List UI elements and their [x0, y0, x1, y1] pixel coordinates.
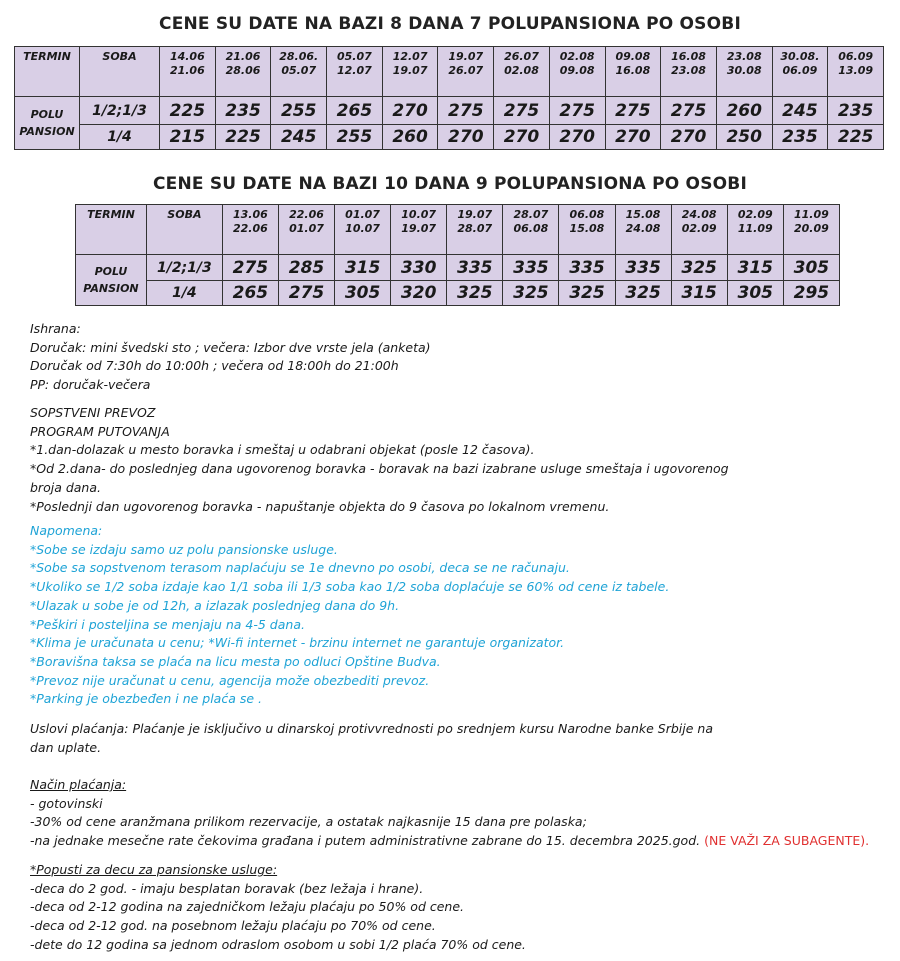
period-header [271, 47, 327, 97]
period-from: 22.06 [289, 208, 324, 221]
child-discounts [30, 861, 526, 955]
price-cell: 260 [716, 97, 772, 125]
period-header [727, 205, 783, 255]
period-to: 24.08 [625, 222, 661, 235]
price-cell: 315 [671, 281, 727, 306]
price-cell: 305 [727, 281, 783, 306]
price-cell: 270 [605, 125, 661, 150]
price-cell: 270 [494, 125, 550, 150]
price-cell: 325 [671, 255, 727, 281]
program-line: *Poslednji dan ugovorenog boravka - napuštanje objekta do 9 časova po lokalnom vremenu. [30, 498, 610, 514]
table1-row-2 [15, 125, 884, 150]
period-from: 13.06 [232, 208, 268, 221]
period-from: 10.07 [401, 208, 437, 221]
price-cell: 250 [716, 125, 772, 150]
program-section [30, 404, 729, 516]
period-to: 28.06 [225, 64, 261, 77]
period-from: 01.07 [345, 208, 380, 221]
table1-row-1 [15, 97, 884, 125]
period-header [661, 47, 717, 97]
price-cell: 285 [278, 255, 334, 281]
period-header [327, 47, 383, 97]
subagent-note: (NE VAŽI ZA SUBAGENTE) [704, 833, 866, 849]
note-line: *Klima je uračunata u cenu; *Wi-fi internet - brzinu internet ne garantuje organizator. [30, 635, 565, 651]
price-cell: 225 [160, 97, 216, 125]
price-cell: 270 [549, 125, 605, 150]
price-cell: 245 [271, 125, 327, 150]
price-cell: 320 [391, 281, 447, 306]
period-from: 26.07 [504, 50, 539, 63]
price-cell: 260 [382, 125, 438, 150]
termin-header: TERMIN [76, 205, 147, 255]
period-from: 24.08 [681, 208, 717, 221]
meal-line: PP: doručak-večera [30, 377, 151, 393]
period-from: 02.09 [737, 208, 773, 221]
room-type-cell: 1/2;1/3 [146, 255, 222, 281]
price-cell: 325 [559, 281, 615, 306]
period-to: 19.07 [401, 222, 437, 235]
soba-header: SOBA [80, 47, 160, 97]
price-cell: 225 [215, 125, 271, 150]
price-cell: 275 [661, 97, 717, 125]
period-to: 22.06 [232, 222, 268, 235]
period-header [391, 205, 447, 255]
period-from: 11.09 [793, 208, 829, 221]
period-to: 23.08 [671, 64, 706, 77]
note-line: *Peškiri i posteljina se menjaju na 4-5 dana. [30, 616, 305, 632]
period-from: 02.08 [559, 50, 595, 63]
period-to: 20.09 [793, 222, 829, 235]
period-from: 28.07 [513, 208, 549, 221]
price-cell: 305 [335, 281, 391, 306]
period-to: 19.07 [392, 64, 428, 77]
notes-section [30, 522, 669, 709]
price-cell: 335 [615, 255, 671, 281]
payment-line: -30% od cene aranžmana prilikom rezervacije, a ostatak najkasnije 15 dana pre polaska; [30, 814, 587, 830]
period-from: 09.08 [615, 50, 651, 63]
price-cell: 275 [438, 97, 494, 125]
transport-label: SOPSTVENI PREVOZ [30, 405, 156, 420]
price-cell: 305 [783, 255, 839, 281]
period-from: 28.06. [279, 50, 319, 63]
period-header [605, 47, 661, 97]
price-cell: 275 [278, 281, 334, 306]
period-header [559, 205, 615, 255]
period-from: 15.08 [625, 208, 661, 221]
board-line2: PANSION [19, 125, 75, 138]
period-to: 01.07 [289, 222, 324, 235]
period-to: 06.08 [513, 222, 549, 235]
conditions-line: dan uplate. [30, 739, 102, 755]
payment-methods [30, 776, 869, 851]
period-to: 16.08 [615, 64, 651, 77]
price-cell: 265 [327, 97, 383, 125]
period-from: 23.08 [726, 50, 762, 63]
period-to: 02.09 [681, 222, 717, 235]
price-cell: 295 [783, 281, 839, 306]
price-cell: 255 [271, 97, 327, 125]
price-cell: 315 [727, 255, 783, 281]
price-cell: 265 [222, 281, 278, 306]
payment-line-installments [30, 832, 869, 851]
table1-header-row [15, 47, 884, 97]
period-to: 06.09 [782, 64, 818, 77]
period-from: 06.08 [569, 208, 605, 221]
note-line: *Ukoliko se 1/2 soba izdaje kao 1/1 soba ili 1/3 soba kao 1/2 soba doplaćuje se 60% od cene iz tabele. [30, 579, 670, 595]
price-cell: 335 [447, 255, 503, 281]
subagent-note-end: . [865, 833, 870, 849]
discount-line: -dete do 12 godina sa jednom odraslom osobom u sobi 1/2 plaća 70% od cene. [30, 936, 526, 952]
price-cell: 330 [391, 255, 447, 281]
price-cell: 325 [615, 281, 671, 306]
price-cell: 215 [160, 125, 216, 150]
soba-header: SOBA [146, 205, 222, 255]
board-type-cell [76, 255, 147, 306]
payment-line: - gotovinski [30, 795, 103, 811]
note-line: *Parking je obezbeđen i ne plaća se . [30, 691, 263, 707]
price-cell: 335 [559, 255, 615, 281]
period-to: 10.07 [345, 222, 380, 235]
period-header [335, 205, 391, 255]
price-cell: 245 [772, 97, 828, 125]
room-type-cell: 1/2;1/3 [80, 97, 160, 125]
price-cell: 275 [549, 97, 605, 125]
price-table-8-days [14, 46, 884, 150]
period-from: 05.07 [337, 50, 372, 63]
period-header [438, 47, 494, 97]
program-line: *Od 2.dana- do poslednjeg dana ugovorenog boravka - boravak na bazi izabrane usluge smeštaja i ugovorenog [30, 461, 729, 477]
note-line: *Sobe sa sopstvenom terasom naplaćuju se 1e dnevno po osobi, deca se ne računaju. [30, 560, 570, 576]
period-to: 15.08 [569, 222, 605, 235]
price-cell: 225 [828, 125, 884, 150]
period-to: 13.09 [838, 64, 874, 77]
board-line1: POLU [30, 108, 64, 121]
price-cell: 235 [772, 125, 828, 150]
price-cell: 325 [503, 281, 559, 306]
payment-conditions [30, 720, 713, 757]
price-cell: 325 [447, 281, 503, 306]
period-from: 19.07 [448, 50, 484, 63]
period-header [494, 47, 550, 97]
period-header [671, 205, 727, 255]
table2-header-row [76, 205, 840, 255]
discount-line: -deca do 2 god. - imaju besplatan boravak (bez ležaja i hrane). [30, 880, 424, 896]
price-cell: 275 [605, 97, 661, 125]
notes-heading: Napomena: [30, 523, 103, 538]
period-from: 21.06 [225, 50, 261, 63]
note-line: *Ulazak u sobe je od 12h, a izlazak poslednjeg dana do 9h. [30, 597, 400, 613]
program-line: *1.dan-dolazak u mesto boravka i smeštaj u odabrani objekat (posle 12 časova). [30, 442, 535, 458]
board-type-cell [15, 97, 80, 150]
period-header [828, 47, 884, 97]
price-cell: 335 [503, 255, 559, 281]
price-table-10-days [75, 204, 840, 306]
meal-line: Doručak od 7:30h do 10:00h ; večera od 18:00h do 21:00h [30, 358, 399, 374]
period-to: 30.08 [726, 64, 762, 77]
price-cell: 270 [661, 125, 717, 150]
period-to: 11.09 [737, 222, 773, 235]
board-line1: POLU [94, 265, 128, 278]
period-from: 19.07 [457, 208, 493, 221]
period-header [783, 205, 839, 255]
conditions-line: Uslovi plaćanja: Plaćanje je isključivo u dinarskoj protivvrednosti po srednjem kursu Narodne banke Srbije na [30, 721, 713, 736]
room-type-cell: 1/4 [146, 281, 222, 306]
price-cell: 235 [215, 97, 271, 125]
installments-text: -na jednake mesečne rate čekovima građana i putem administrativne zabrane do 15. decembra 2025.god. [30, 833, 705, 849]
discount-line: -deca od 2-12 god. na posebnom ležaju plaćaju po 70% od cene. [30, 918, 436, 934]
period-to: 21.06 [169, 64, 205, 77]
period-header [716, 47, 772, 97]
period-header [215, 47, 271, 97]
price-cell: 270 [382, 97, 438, 125]
table1-title: CENE SU DATE NA BAZI 8 DANA 7 POLUPANSIONA PO OSOBI [159, 14, 741, 34]
period-from: 16.08 [671, 50, 706, 63]
program-heading: PROGRAM PUTOVANJA [30, 423, 170, 439]
payment-methods-heading: Način plaćanja: [30, 777, 127, 792]
table2-row-1 [76, 255, 840, 281]
table2-title: CENE SU DATE NA BAZI 10 DANA 9 POLUPANSIONA PO OSOBI [153, 174, 747, 194]
note-line: *Prevoz nije uračunat u cenu, agencija može obezbediti prevoz. [30, 672, 430, 688]
period-header [382, 47, 438, 97]
period-to: 05.07 [281, 64, 317, 77]
termin-header: TERMIN [15, 47, 80, 97]
price-cell: 255 [327, 125, 383, 150]
period-to: 26.07 [448, 64, 484, 77]
period-header [278, 205, 334, 255]
period-header [772, 47, 828, 97]
period-from: 12.07 [392, 50, 428, 63]
table2-row-2 [76, 281, 840, 306]
period-header [447, 205, 503, 255]
period-from: 06.09 [838, 50, 874, 63]
period-header [549, 47, 605, 97]
discounts-heading: *Popusti za decu za pansionske usluge: [30, 862, 278, 877]
period-to: 09.08 [559, 64, 595, 77]
meal-heading: Ishrana: [30, 321, 81, 336]
period-header [160, 47, 216, 97]
period-to: 02.08 [504, 64, 539, 77]
discount-line: -deca od 2-12 godina na zajedničkom ležaju plaćaju po 50% od cene. [30, 899, 465, 915]
price-cell: 235 [828, 97, 884, 125]
program-line: broja dana. [30, 479, 101, 495]
price-cell: 275 [222, 255, 278, 281]
meal-line: Doručak: mini švedski sto ; večera: Izbor dve vrste jela (anketa) [30, 339, 431, 355]
period-from: 14.06 [169, 50, 205, 63]
room-type-cell: 1/4 [80, 125, 160, 150]
note-line: *Boravišna taksa se plaća na licu mesta po odluci Opštine Budva. [30, 653, 441, 669]
note-line: *Sobe se izdaju samo uz polu pansionske usluge. [30, 541, 338, 557]
board-line2: PANSION [83, 282, 139, 295]
period-from: 30.08. [780, 50, 820, 63]
period-to: 28.07 [457, 222, 493, 235]
period-to: 12.07 [337, 64, 372, 77]
price-cell: 270 [438, 125, 494, 150]
price-cell: 275 [494, 97, 550, 125]
period-header [503, 205, 559, 255]
period-header [615, 205, 671, 255]
period-header [222, 205, 278, 255]
price-cell: 315 [335, 255, 391, 281]
meal-section [30, 320, 431, 395]
